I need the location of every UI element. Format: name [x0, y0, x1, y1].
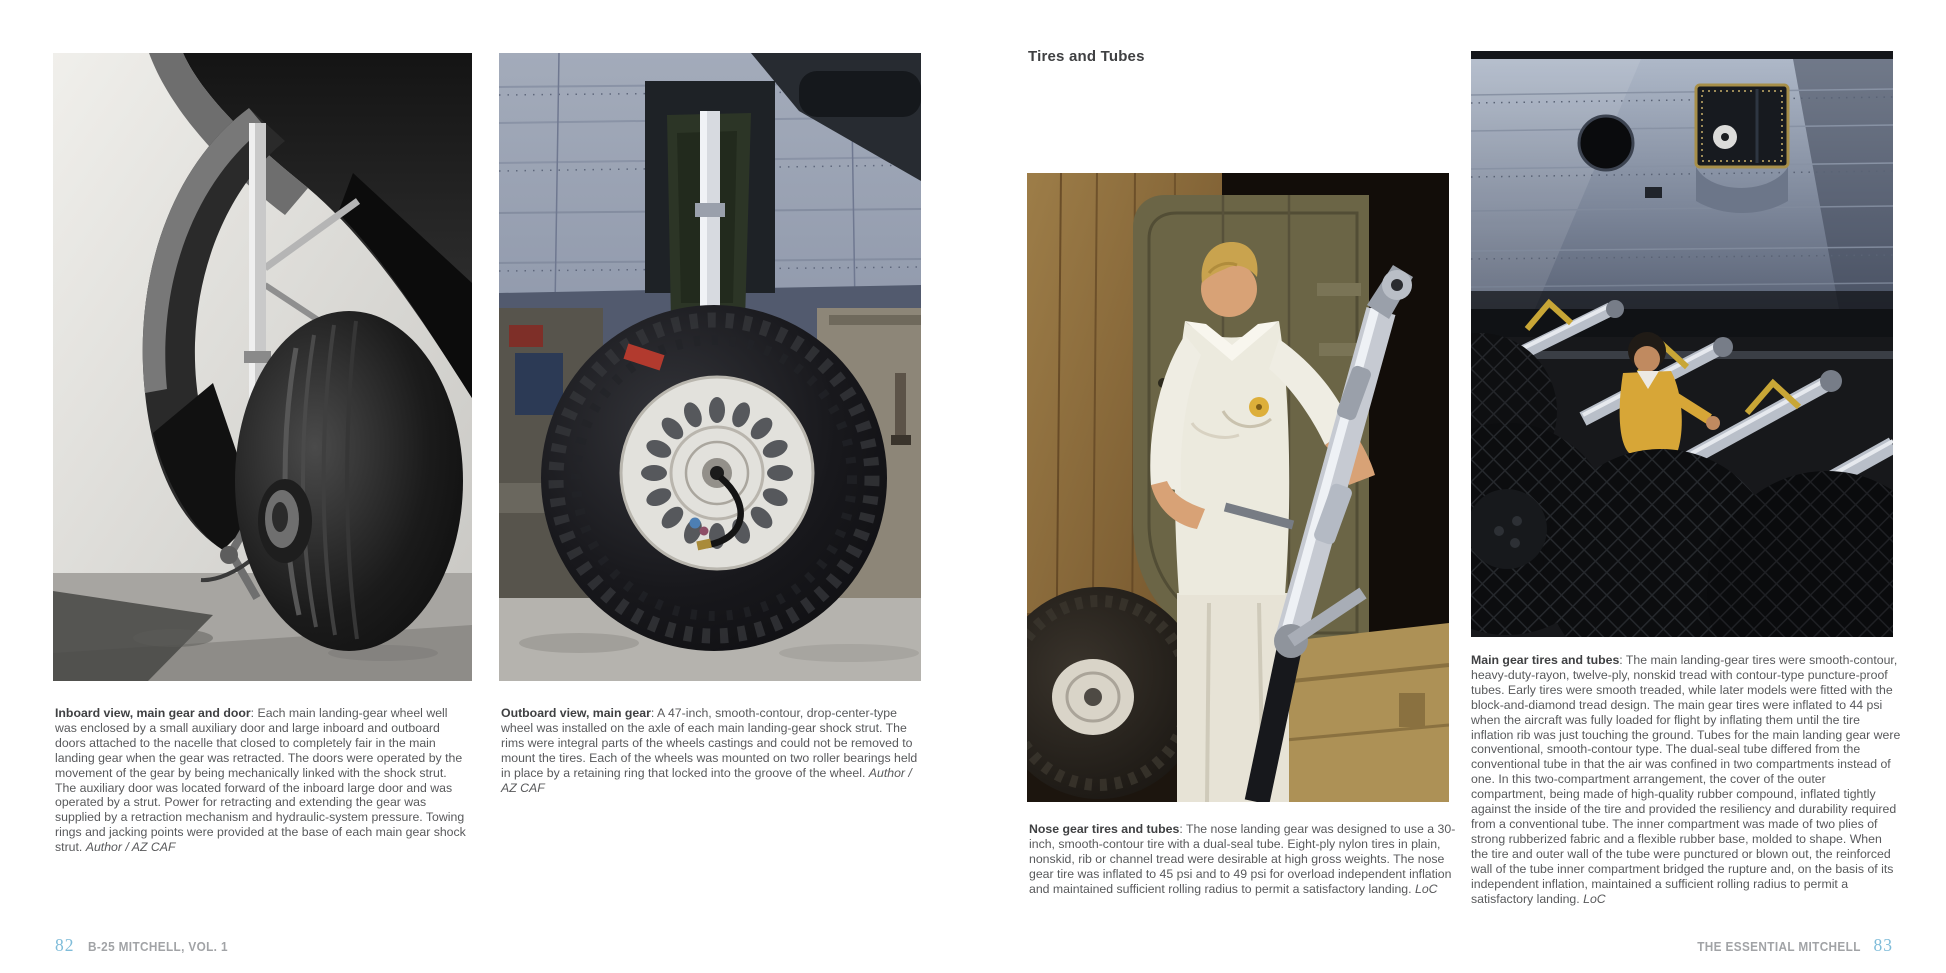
- caption-body: : The nose landing gear was designed to use a 30-inch, smooth-contour tire with a dual-seal tube. Eight-ply nylon tires in plain, nonskid, rib or channel tread were desirable at high gross weights. The nose gear tire was inflated to 45 psi and to 49 psi for overload independent inflation and maintained sufficient rolling radius to permit a satisfactory landing.: [1029, 822, 1456, 896]
- caption-inboard-main-gear: [55, 706, 469, 855]
- left-footer-title: B-25 MITCHELL, VOL. 1: [87, 939, 228, 954]
- caption-outboard-main-gear: [501, 706, 925, 795]
- main-gear-assembly-row-photo: [1471, 51, 1893, 637]
- fuselage: [1471, 51, 1893, 309]
- caption-credit: Author / AZ CAF: [501, 765, 912, 795]
- caption-lead: Outboard view, main gear: [501, 706, 651, 720]
- caption-credit: LoC: [1414, 881, 1438, 896]
- inboard-main-gear-photo: [53, 53, 472, 681]
- caption-body: : The main landing-gear tires were smooth-contour, heavy-duty-rayon, twelve-ply, nonskid tread with contour-type puncture-proof tubes. Early tires were smooth treaded, while later models were fitted with the block-and-diamond tread design. The main gear tires were inflated to 44 psi when the aircraft was fully loaded for flight by inflating them until the tire inflation rib was just touching the ground. Tubes for the main landing gear were conventional, smooth-contour type. The dual-seal tube differed from the conventional tube in that the air was confined in two compartments instead of one. In this two-compartment arrangement, the cover of the outer compartment, being made of high-quality rubber compound, inflated tightly against the inside of the tire and provided the resiliency and durability required from a conventional tube. The inner compartment was made of two plies of strong rubberized fabric and a flexible rubber base, molded to shape. When the tire and outer wall of the tube were punctured or blown out, the reinforced wall of the tube inner compartment bridged the rupture and, on the basis of its independent inflation, maintained a sufficient rolling radius to permit a satisfactory landing.: [1471, 653, 1901, 906]
- caption-main-gear-tires: [1471, 653, 1901, 906]
- right-page-footer: [1683, 935, 1893, 956]
- right-page-number: 83: [1873, 935, 1893, 955]
- left-page-number: 82: [55, 935, 75, 955]
- caption-credit: Author / AZ CAF: [85, 840, 176, 855]
- outboard-main-gear-illustration: [499, 53, 921, 681]
- caption-body: : A 47-inch, smooth-contour, drop-center-type wheel was installed on the axle of each main landing-gear shock strut. The rims were integral parts of the wheels castings and could not be removed to mount the tires. Each of the wheels was mounted on two roller bearings held in place by a retaining ring that locked into the groove of the wheel.: [501, 706, 918, 780]
- left-page-footer: [55, 935, 240, 956]
- caption-nose-gear: [1029, 822, 1461, 897]
- main-gear-assembly-row-illustration: [1471, 51, 1893, 637]
- nose-gear-mechanic-photo: [1027, 173, 1449, 802]
- main-tire: [235, 311, 463, 651]
- caption-credit: LoC: [1583, 891, 1606, 906]
- caption-lead: Nose gear tires and tubes: [1029, 822, 1180, 836]
- caption-lead: Inboard view, main gear and door: [55, 706, 251, 720]
- caption-lead: Main gear tires and tubes: [1471, 653, 1620, 667]
- right-footer-title: THE ESSENTIAL MITCHELL: [1696, 939, 1861, 954]
- outboard-main-gear-photo: [499, 53, 921, 681]
- inboard-main-gear-illustration: [53, 53, 472, 681]
- section-heading: Tires and Tubes: [1028, 48, 1145, 65]
- nose-gear-mechanic-illustration: [1027, 173, 1449, 802]
- caption-body: : Each main landing-gear wheel well was enclosed by a small auxiliary door and large inboard and outboard doors attached to the nacelle that closed to completely fair in the main landing gear when the gear was retracted. The doors were operated by the movement of the gear by being mechanically linked with the shock strut. The auxiliary door was located forward of the inboard large door and was operated by a strut. Power for retracting and extending the gear was supplied by a retraction mechanism and hydraulic-system pressure. Towing rings and jacking points were provided at the base of each main gear shock strut.: [55, 706, 466, 855]
